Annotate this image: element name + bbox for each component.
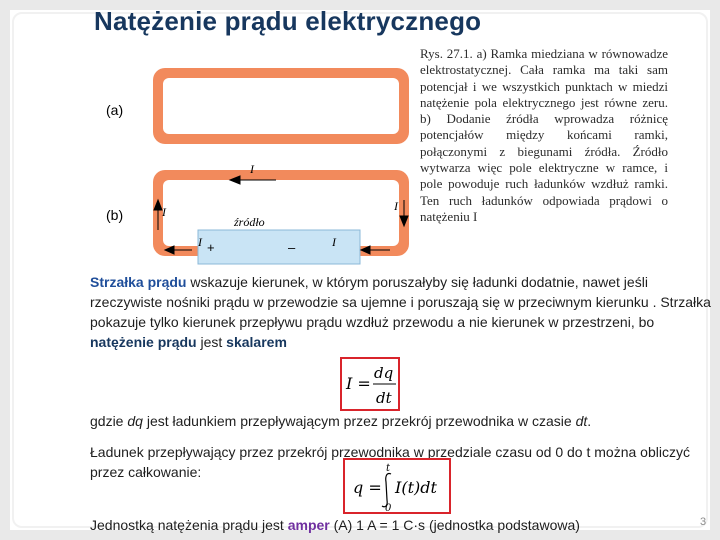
current-label-left: I: [162, 205, 166, 219]
symbol-dt: dt: [575, 413, 588, 429]
term-ampere: amper: [287, 517, 330, 533]
current-label-top: I: [250, 162, 254, 176]
page-title: Natężenie prądu elektrycznego: [94, 6, 482, 36]
term-scalar: skalarem: [226, 334, 287, 350]
page-number: 3: [700, 516, 707, 528]
figure-label-b: (b): [106, 207, 124, 223]
current-label-bottom-right: I: [332, 235, 336, 249]
figure-caption: Rys. 27.1. a) Ramka miedziana w równowadze elektrostatycznej. Cała ramka ma taki sam potencjał i we wszystkich punktach w miedzi natężenie pola elektrycznego jest równe zeru. b) Dodanie źródła wprowadza różnicę potencjałów między końcami ramki, połączonymi z biegunami źródła. Źródło wytwarza więc pole elektryczne w ramce, i pole powoduje ruch ładunków wzdłuż ramki. Ten ruch ładunków odpowiada prądowi o natężeniu I: [420, 46, 668, 224]
current-label-right: I: [394, 199, 398, 213]
term-current-arrow: Strzałka prądu: [90, 274, 187, 290]
paragraph-dq-definition: [90, 411, 712, 431]
formula-1-denominator: dt: [376, 389, 392, 407]
formula-2-integrand: I(t)dt: [395, 478, 437, 497]
copper-loop-a-inner: [163, 78, 399, 134]
paragraph-1-body: wskazuje kierunek, w którym poruszałyby się ładunki dodatnie, nawet jeśli rzeczywiste nośniki prądu w przewodzie sa ujemne i poruszają się w przeciwnym kierunku . Strzałka pokazuje tylko kierunek przepływu prądu wzdłuż przewodu a nie kierunek w przestrzeni, bo: [90, 274, 711, 330]
current-label-bottom-left: I: [198, 235, 202, 249]
term-current-intensity: natężenie prądu: [90, 334, 197, 350]
formula-1-lhs: I =: [346, 374, 371, 393]
source-label: źródło: [234, 215, 265, 229]
integral-sign: [382, 473, 391, 506]
paragraph-4-end: (A) 1 A = 1 C·s (jednostka podstawowa): [329, 517, 580, 533]
formula-current-definition: [340, 357, 400, 411]
figure-label-a: (a): [106, 102, 124, 118]
paragraph-2-mid: jest ładunkiem przepływającym przez przekrój przewodnika w czasie: [142, 413, 576, 429]
minus-terminal: –: [288, 240, 296, 255]
paragraph-2-start: gdzie: [90, 413, 128, 429]
paragraph-integration: Ładunek przepływający przez przekrój przewodnika w przedziale czasu od 0 do t można obliczyć przez całkowanie:: [90, 444, 690, 480]
paragraph-1-end: jest: [196, 334, 227, 350]
circuit-diagram: [100, 60, 420, 272]
symbol-dq: dq: [127, 413, 143, 429]
formula-2-lower-limit: 0: [385, 503, 392, 512]
plus-terminal: +: [207, 240, 215, 255]
formula-charge-integral: [343, 458, 451, 514]
formula-1-numerator: dq: [374, 364, 394, 382]
paragraph-2-end: .: [587, 413, 592, 429]
copper-frame-figure: [100, 46, 670, 272]
formula-2-lhs: q =: [353, 478, 382, 497]
paragraph-current-direction: [90, 272, 712, 352]
formula-2-upper-limit: t: [386, 463, 391, 474]
paragraph-unit: [90, 515, 712, 535]
paragraph-4-start: Jednostką natężenia prądu jest: [90, 517, 288, 533]
